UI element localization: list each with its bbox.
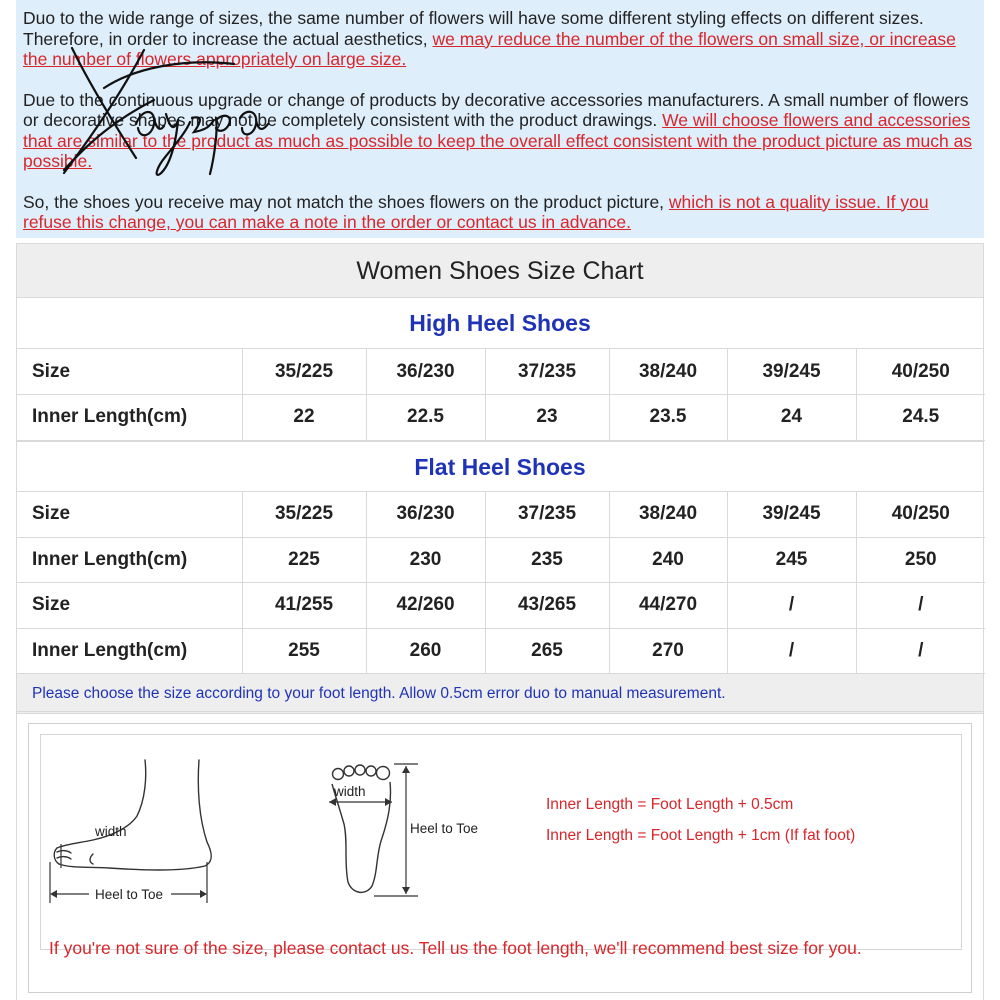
table-cell: 41/255 [242, 583, 366, 629]
notice-highlight-3: which is not a quality issue. If you refuse this change, you can make a note in the order or contact us in advance. [23, 191, 929, 232]
row-label: Inner Length(cm) [17, 628, 242, 674]
table-cell: 260 [366, 628, 485, 674]
notice-highlight-2: We will choose flowers and accessories that are similar to the product as much as possible to keep the overall effect consistent with the product picture as much as possible. [23, 110, 973, 171]
table-cell: 37/235 [485, 492, 609, 538]
table-cell: 38/240 [609, 349, 727, 395]
flat-heel-heading: Flat Heel Shoes [17, 441, 983, 492]
top-width-label: width [334, 784, 366, 799]
table-cell: 39/245 [727, 492, 856, 538]
table-cell: 23 [485, 395, 609, 441]
contact-note: If you're not sure of the size, please contact us. Tell us the foot length, we'll recommend best size for you. [49, 938, 862, 958]
row-label: Size [17, 583, 242, 629]
table-cell: 225 [242, 537, 366, 583]
measure-panel [16, 711, 984, 1000]
table-cell: 37/235 [485, 349, 609, 395]
table-cell: 35/225 [242, 349, 366, 395]
table-row [17, 583, 985, 629]
table-cell: / [856, 583, 985, 629]
table-cell: 23.5 [609, 395, 727, 441]
high-heel-table [17, 349, 985, 441]
table-cell: 230 [366, 537, 485, 583]
measurement-note: Please choose the size according to your foot length. Allow 0.5cm error duo to manual measurement. [17, 674, 983, 714]
table-cell: 22.5 [366, 395, 485, 441]
table-row [17, 492, 985, 538]
notice-text-3: So, the shoes you receive may not match the shoes flowers on the product picture, [23, 191, 669, 212]
notice-highlight-1: we may reduce the number of the flowers on small size, or increase the number of flowers appropriately on large size. [23, 28, 956, 69]
notice-paragraph-3 [23, 192, 974, 233]
table-cell: 40/250 [856, 492, 985, 538]
table-cell: / [727, 628, 856, 674]
table-cell: 24.5 [856, 395, 985, 441]
notice-paragraph-2 [23, 90, 974, 172]
measure-box [28, 723, 972, 993]
table-cell: 36/230 [366, 492, 485, 538]
table-cell: 240 [609, 537, 727, 583]
table-cell: 43/265 [485, 583, 609, 629]
foot-top-view-icon [326, 762, 526, 900]
row-label: Inner Length(cm) [17, 395, 242, 441]
flower-notice [16, 0, 984, 238]
high-heel-heading: High Heel Shoes [17, 298, 983, 349]
table-cell: 250 [856, 537, 985, 583]
formula-normal: Inner Length = Foot Length + 0.5cm [546, 796, 794, 813]
row-label: Size [17, 349, 242, 395]
top-length-label: Heel to Toe [410, 821, 479, 836]
table-row [17, 628, 985, 674]
table-row [17, 349, 985, 395]
table-cell: 235 [485, 537, 609, 583]
table-cell: 255 [242, 628, 366, 674]
table-cell: 245 [727, 537, 856, 583]
table-cell: 24 [727, 395, 856, 441]
side-width-label: width [95, 824, 127, 839]
formula-fat-foot: Inner Length = Foot Length + 1cm (If fat foot) [546, 827, 856, 844]
side-length-label: Heel to Toe [95, 887, 164, 902]
flat-heel-table [17, 492, 985, 675]
table-cell: / [856, 628, 985, 674]
chart-title: Women Shoes Size Chart [17, 244, 983, 298]
table-row [17, 395, 985, 441]
table-cell: / [727, 583, 856, 629]
row-label: Inner Length(cm) [17, 537, 242, 583]
table-cell: 270 [609, 628, 727, 674]
notice-text-1: Duo to the wide range of sizes, the same number of flowers will have some different styling effects on different sizes. Therefore, in order to increase the actual aesthetics, [23, 8, 924, 49]
table-cell: 35/225 [242, 492, 366, 538]
table-cell: 42/260 [366, 583, 485, 629]
table-cell: 22 [242, 395, 366, 441]
table-cell: 38/240 [609, 492, 727, 538]
size-chart [16, 243, 984, 714]
table-cell: 265 [485, 628, 609, 674]
table-cell: 40/250 [856, 349, 985, 395]
table-cell: 39/245 [727, 349, 856, 395]
row-label: Size [17, 492, 242, 538]
notice-text-2: Due to the continuous upgrade or change of products by decorative accessories manufacturers. A small number of flowers or decorative shapes may not be completely consistent with the product drawings. [23, 89, 969, 130]
table-cell: 36/230 [366, 349, 485, 395]
table-cell: 44/270 [609, 583, 727, 629]
table-row [17, 537, 985, 583]
notice-paragraph-1 [23, 8, 974, 70]
foot-side-view-icon [49, 758, 259, 906]
